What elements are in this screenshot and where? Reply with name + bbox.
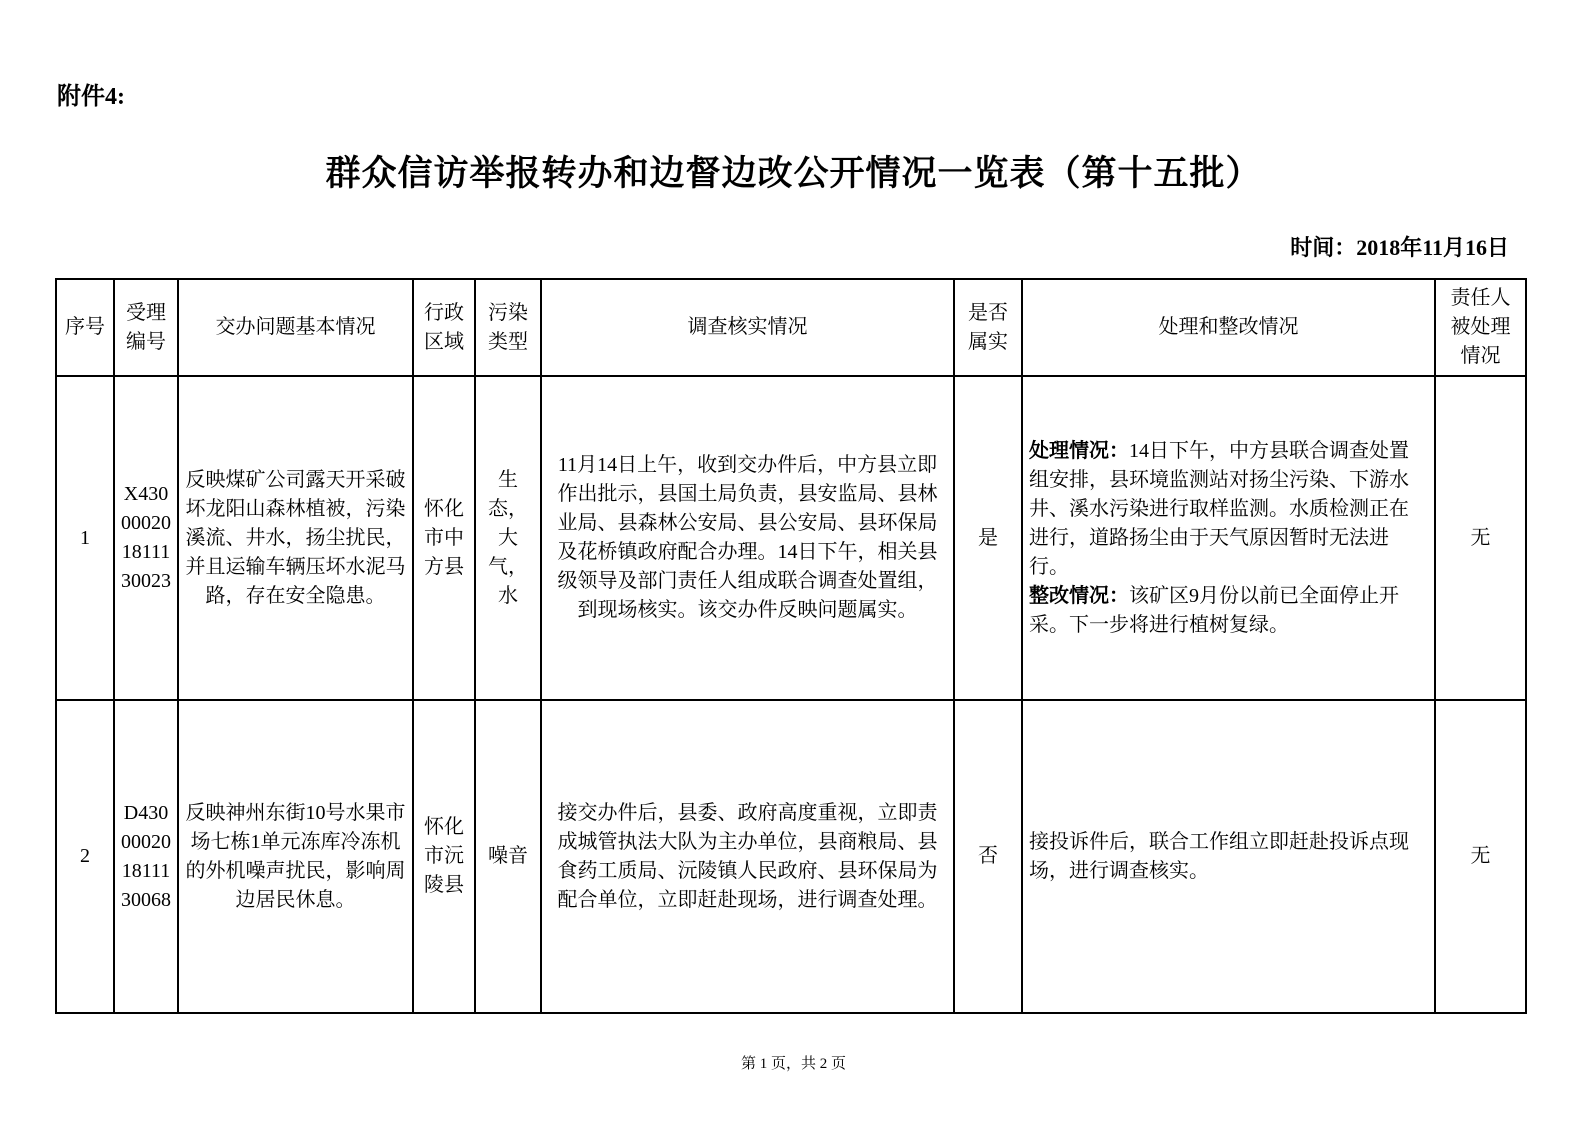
header-problem: 交办问题基本情况 — [178, 279, 413, 376]
handling-label: 处理情况： — [1029, 439, 1129, 462]
case-number-cell: X430000201811130023 — [114, 376, 178, 700]
region-cell: 怀化市沅陵县 — [413, 700, 475, 1013]
rectification-label: 整改情况： — [1029, 584, 1129, 607]
handling-paragraph — [1029, 828, 1428, 886]
header-case-number: 受理编号 — [114, 279, 178, 376]
investigation-cell: 接交办件后，县委、政府高度重视，立即责成城管执法大队为主办单位，县商粮局、县食药工质局、沅陵镇人民政府、县环保局为配合单位，立即赶赴现场，进行调查处理。 — [541, 700, 954, 1013]
responsible-cell: 无 — [1435, 376, 1526, 700]
handling-paragraph — [1029, 437, 1428, 582]
responsible-cell: 无 — [1435, 700, 1526, 1013]
header-responsible: 责任人被处理情况 — [1435, 279, 1526, 376]
is-verified-cell: 是 — [954, 376, 1022, 700]
problem-cell: 反映神州东街10号水果市场七栋1单元冻库冷冻机的外机噪声扰民，影响周边居民休息。 — [178, 700, 413, 1013]
handling-paragraph — [1029, 582, 1428, 640]
header-seq: 序号 — [56, 279, 114, 376]
header-pollution-type: 污染类型 — [475, 279, 541, 376]
investigation-cell: 11月14日上午，收到交办件后，中方县立即作出批示，县国土局负责，县安监局、县林业局、县森林公安局、县公安局、县环保局及花桥镇政府配合办理。14日下午，相关县级领导及部门责任人组成联合调查处置组，到现场核实。该交办件反映问题属实。 — [541, 376, 954, 700]
seq-cell: 1 — [56, 376, 114, 700]
attachment-label: 附件4: — [57, 84, 125, 110]
handling-cell — [1022, 700, 1435, 1013]
header-investigation: 调查核实情况 — [541, 279, 954, 376]
page-title: 群众信访举报转办和边督边改公开情况一览表（第十五批） — [325, 154, 1262, 193]
handling-cell — [1022, 376, 1435, 700]
pollution-type-cell: 生态，大气，水 — [475, 376, 541, 700]
pollution-type-cell: 噪音 — [475, 700, 541, 1013]
report-table — [55, 278, 1527, 1014]
page-footer: 第 1 页，共 2 页 — [740, 1056, 846, 1072]
is-verified-cell: 否 — [954, 700, 1022, 1013]
table-row — [56, 376, 1526, 700]
seq-cell: 2 — [56, 700, 114, 1013]
rectification-text: 该矿区9月份以前已全面停止开采。下一步将进行植树复绿。 — [1029, 584, 1399, 636]
problem-cell: 反映煤矿公司露天开采破坏龙阳山森林植被，污染溪流、井水，扬尘扰民，并且运输车辆压坏水泥马路，存在安全隐患。 — [178, 376, 413, 700]
table-row — [56, 700, 1526, 1013]
date-label: 时间：2018年11月16日 — [1290, 235, 1509, 260]
table-header-row — [56, 279, 1526, 376]
handling-text: 接投诉件后，联合工作组立即赶赴投诉点现场，进行调查核实。 — [1029, 830, 1409, 882]
region-cell: 怀化市中方县 — [413, 376, 475, 700]
handling-text: 14日下午，中方县联合调查处置组安排，县环境监测站对扬尘污染、下游水井、溪水污染进行取样监测。水质检测正在进行，道路扬尘由于天气原因暂时无法进行。 — [1029, 439, 1409, 578]
header-region: 行政区域 — [413, 279, 475, 376]
header-is-verified: 是否属实 — [954, 279, 1022, 376]
header-handling: 处理和整改情况 — [1022, 279, 1435, 376]
case-number-cell: D430000201811130068 — [114, 700, 178, 1013]
